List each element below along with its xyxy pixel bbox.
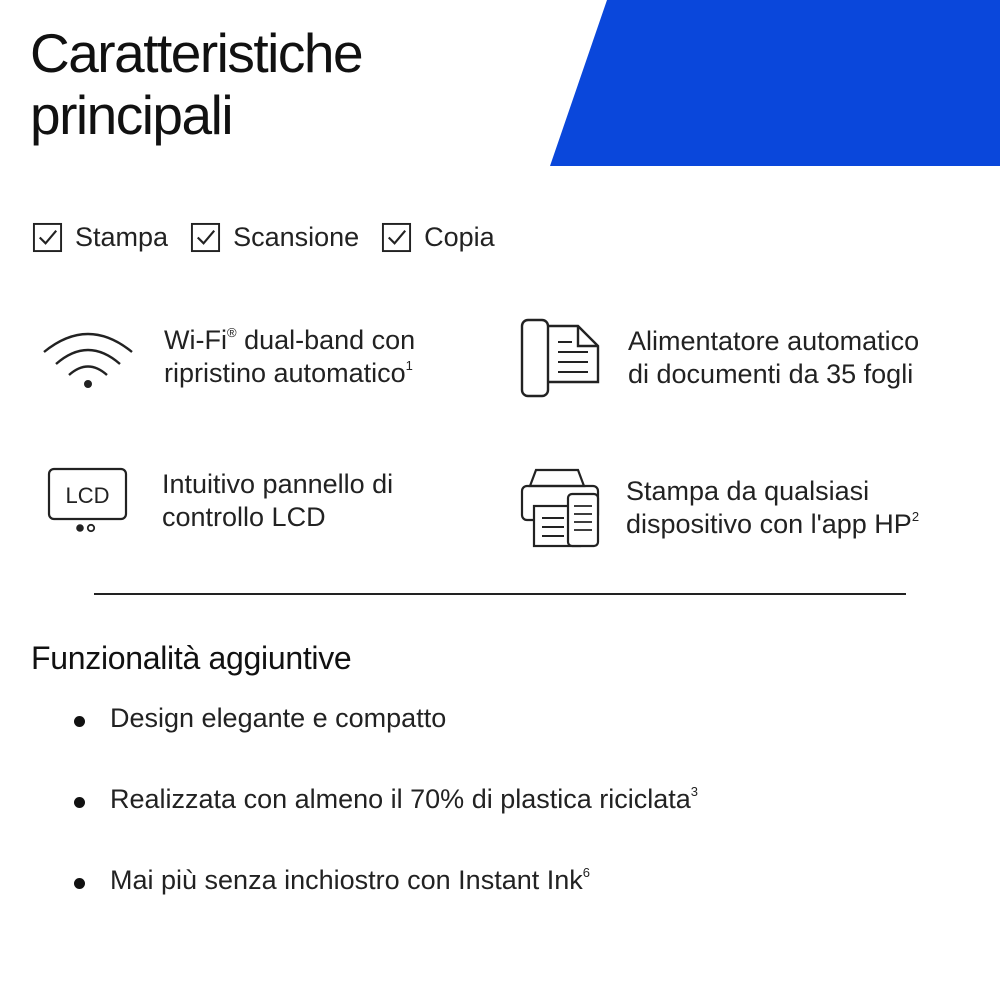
capabilities-row (32, 222, 517, 253)
feature-app-line-1: Stampa da qualsiasi (626, 476, 870, 506)
list-item-text: Mai più senza inchiostro con Instant Ink$^6$ (110, 864, 590, 895)
title-line-2: principali (30, 84, 233, 146)
feature-lcd-text (162, 468, 393, 534)
bullet-icon (74, 797, 85, 808)
feature-lcd-line-2: controllo LCD (162, 502, 326, 532)
printer-phone-icon (518, 466, 604, 550)
feature-adf-line-1: Alimentatore automatico (628, 326, 920, 356)
list-item (74, 779, 698, 819)
title-line-1: Caratteristiche (30, 22, 363, 84)
feature-app-text (626, 475, 919, 541)
list-item-text: Design elegante e compatto (110, 702, 447, 733)
feature-app-line-2: dispositivo con l'app $HP^2$ (626, 509, 920, 539)
check-stampa (32, 222, 168, 253)
checkbox-checked-icon (381, 222, 412, 253)
feature-adf (518, 316, 919, 400)
feature-adf-text (628, 325, 919, 391)
check-scansione (190, 222, 359, 253)
feature-lcd (46, 466, 393, 536)
document-feeder-icon (518, 316, 604, 400)
feature-wifi-line-1: Wi-Fi® dual-band con (164, 325, 416, 355)
check-copia (381, 222, 495, 253)
feature-wifi-text (164, 324, 415, 390)
lcd-panel-icon (46, 466, 130, 536)
wifi-icon (40, 322, 136, 392)
feature-adf-line-2: di documenti da 35 fogli (628, 359, 914, 389)
check-label-copia: Copia (424, 222, 495, 252)
check-label-stampa: Stampa (75, 222, 169, 252)
checkbox-checked-icon (190, 222, 221, 253)
page-title (30, 22, 362, 146)
feature-app (518, 466, 919, 550)
list-item (74, 698, 698, 738)
list-item (74, 860, 698, 900)
feature-lcd-line-1: Intuitivo pannello di (162, 469, 394, 499)
section-divider (94, 593, 906, 595)
bullet-icon (74, 716, 85, 727)
additional-features-list (74, 698, 698, 941)
additional-features-title: Funzionalità aggiuntive (31, 640, 352, 676)
bullet-icon (74, 878, 85, 889)
feature-wifi-line-2: ripristino automatico$^1$ (164, 358, 413, 388)
list-item-text: Realizzata con almeno il 70% di plastica riciclata$^3$ (110, 783, 699, 814)
lcd-icon-text: LCD (65, 483, 110, 508)
check-label-scansione: Scansione (233, 222, 360, 252)
feature-wifi (40, 322, 415, 392)
banner-parallelogram (550, 0, 1000, 166)
checkbox-checked-icon (32, 222, 63, 253)
